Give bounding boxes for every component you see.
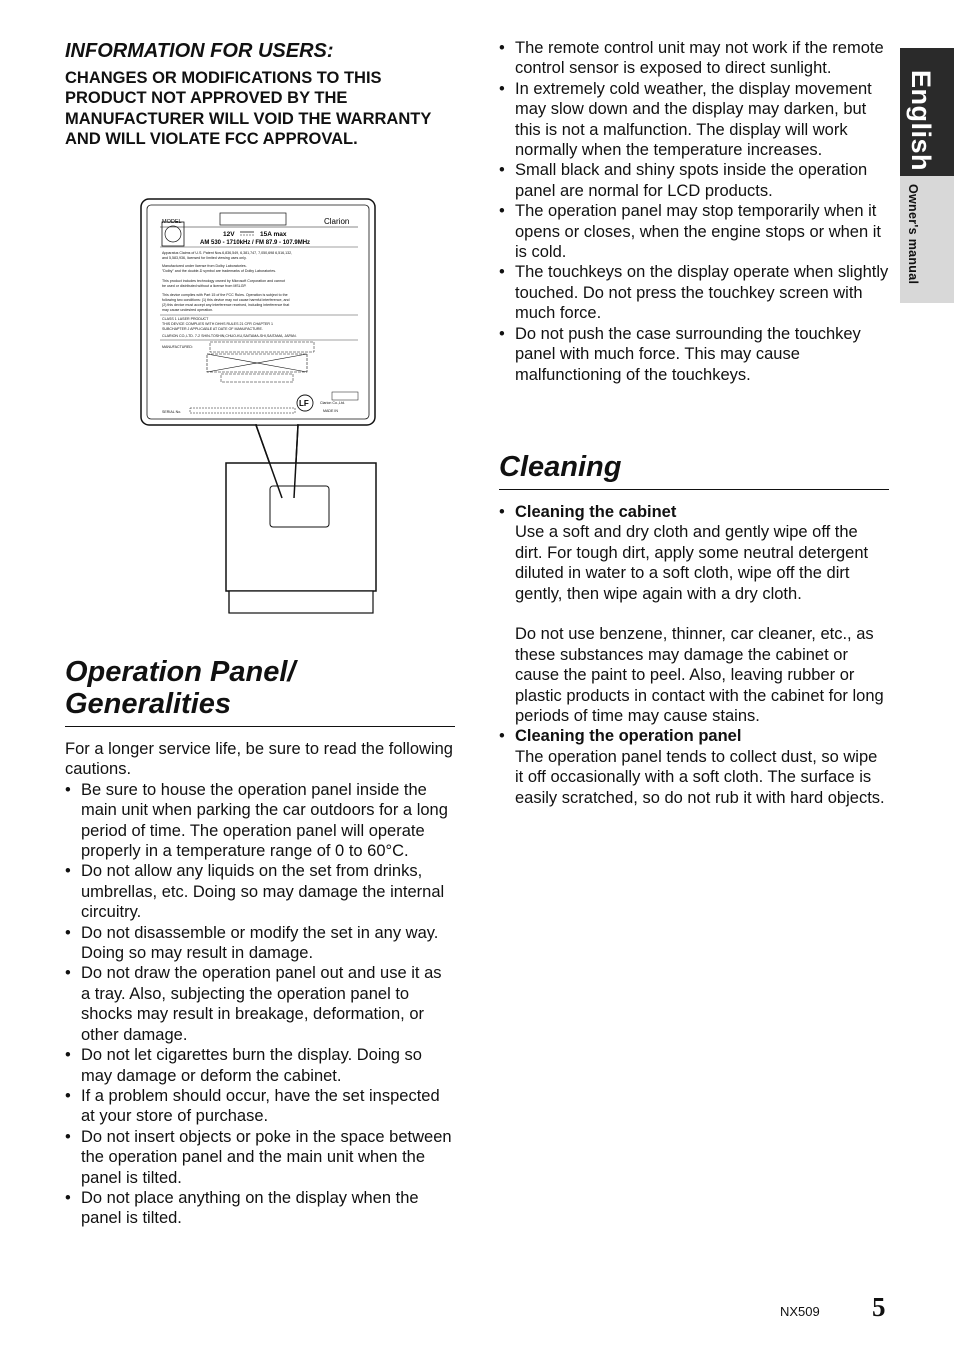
label-line: CLARION CO.,LTD. 7-2 SHIN-TOSHIN,CHUO-KU,SAITAMA-SHI,SAITAMA, JAPAN. [162,334,297,338]
cleaning-cabinet-title: • Cleaning the cabinet [515,503,677,521]
operation-heading-line1: Operation Panel/ [65,656,296,688]
label-line: "Dolby" and the double-D symbol are trademarks of Dolby Laboratories. [162,269,277,273]
page-number: 5 [872,1292,886,1322]
list-item: • Do not draw the operation panel out and use it as a tray. Also, subjecting the operation panel to shocks may result in breakage, deformation, or other damage. [65,963,455,1045]
list-item: • The remote control unit may not work if the remote control sensor is exposed to direct sunlight. [499,38,891,79]
list-item: • Small black and shiny spots inside the operation panel are normal for LCD products. [499,160,891,201]
info-body: CHANGES OR MODIFICATIONS TO THIS PRODUCT NOT APPROVED BY THE MANUFACTURER WILL VOID THE WARRANTY AND WILL VIOLATE FCC APPROVAL. [65,69,432,148]
label-card [141,199,375,425]
label-line: be used or distributed without a license from MSLGP. [162,284,247,288]
label-line: This device complies with Part 15 of the FCC Rules. Operation is subject to the [162,293,288,297]
caution-list-continued [499,38,891,385]
cleaning-panel-text: The operation panel tends to collect dust, so wipe it off occasionally with a soft cloth. The surface is easily scratched, so do not rub it with hard objects. [515,747,885,807]
operation-intro: For a longer service life, be sure to read the following cautions. [65,740,453,779]
cleaning-heading: Cleaning [499,451,889,490]
cleaning-section [499,451,889,808]
label-madein: MADE IN [323,409,338,413]
list-item: • Do not disassemble or modify the set in any way. Doing so may result in damage. [65,923,455,964]
label-illustration [138,196,378,621]
info-title: INFORMATION FOR USERS: [65,40,334,62]
label-brand: Clarion [324,217,350,226]
list-item: • The operation panel may stop temporarily when it opens or closes, when the engine stops or when it is cold. [499,201,891,262]
list-item: • Do not place anything on the display when the panel is tilted. [65,1188,455,1229]
list-item: • Do not push the case surrounding the touchkey panel with much force. This may cause malfunctioning of the touchkeys. [499,324,891,385]
label-line: and 5,583,936, licensed for limited viewing uses only. [162,256,247,260]
label-line: (2) this device must accept any interference received, including interference that [162,303,290,307]
cleaning-cabinet-text: Use a soft and dry cloth and gently wipe off the dirt. For tough dirt, apply some neutral detergent diluted in water to a soft cloth, wipe off the dirt gently, then wipe again with a dry cloth. [515,523,869,603]
label-rating: 12V [223,231,235,238]
list-item: • Do not insert objects or poke in the space between the operation panel and the main unit when the panel is tilted. [65,1127,455,1188]
right-column [499,38,891,385]
language-side-tab [900,48,954,303]
operation-section [65,656,455,1229]
list-item: • Do not allow any liquids on the set from drinks, umbrellas, etc. Doing so may damage the internal circuitry. [65,861,455,922]
label-lf: LF [299,399,309,408]
list-item: • Do not let cigarettes burn the display. Doing so may damage or deform the cabinet. [65,1045,455,1086]
label-line: following two conditions: (1) this device may not cause harmful interference, and [162,298,290,302]
label-line: Apparatus Claims of U.S. Patent Nos.6,836,549, 6,381,747, 7,050,698 6,516,132, [162,251,293,255]
cleaning-list [499,502,889,808]
model-number: NX509 [780,1304,820,1319]
cleaning-panel-title: • Cleaning the operation panel [515,727,742,746]
label-line: may cause undesired operation. [162,308,214,312]
list-item: • If a problem should occur, have the set inspected at your store of purchase. [65,1086,455,1127]
list-item [499,502,889,726]
manual-label: Owner's manual [906,184,920,285]
label-line: This product includes technology owned by Microsoft Corporation and cannot [162,279,285,283]
label-current: 15A max [260,231,287,238]
label-maker: Clarion Co.,Ltd. [320,401,345,405]
list-item: • Be sure to house the operation panel inside the main unit when parking the car outdoors for a long period of time. The operation panel will operate properly in a temperature range of 0 to 60°C. [65,780,455,862]
label-manufactured: MANUFACTURED: [162,345,193,349]
language-label: English [906,70,936,172]
left-column [65,38,457,149]
operation-heading [65,656,455,727]
label-line: THIS DEVICE COMPLIES WITH DHHS RULES 21 CFR CHAPTER 1 [162,322,274,326]
label-line: Manufactured under license from Dolby Laboratories. [162,264,247,268]
operation-heading-line2: Generalities [65,688,232,720]
label-serial: SERIAL No. [162,410,182,414]
label-model: MODEL [162,219,182,225]
label-line: SUBCHAPTER J APPLICABLE AT DATE OF MANUFACTURE. [162,327,263,331]
list-item [499,726,889,808]
label-line: CLASS 1 LASER PRODUCT [162,317,209,321]
label-band: AM 530 - 1710kHz / FM 87.9 - 107.9MHz [200,240,311,246]
list-item: • The touchkeys on the display operate when slightly touched. Do not press the touchkey screen with much force. [499,262,891,323]
cleaning-cabinet-warning: Do not use benzene, thinner, car cleaner, etc., as these substances may damage the cabinet or cause the paint to peel. Also, leaving rubber or plastic products in contact with the cabinet for long periods of time may cause stains. [515,625,884,726]
list-item: • In extremely cold weather, the display movement may slow down and the display may darken, but this is not a malfunction. The display will work normally when the temperature increases. [499,79,891,161]
caution-list [65,780,455,1229]
